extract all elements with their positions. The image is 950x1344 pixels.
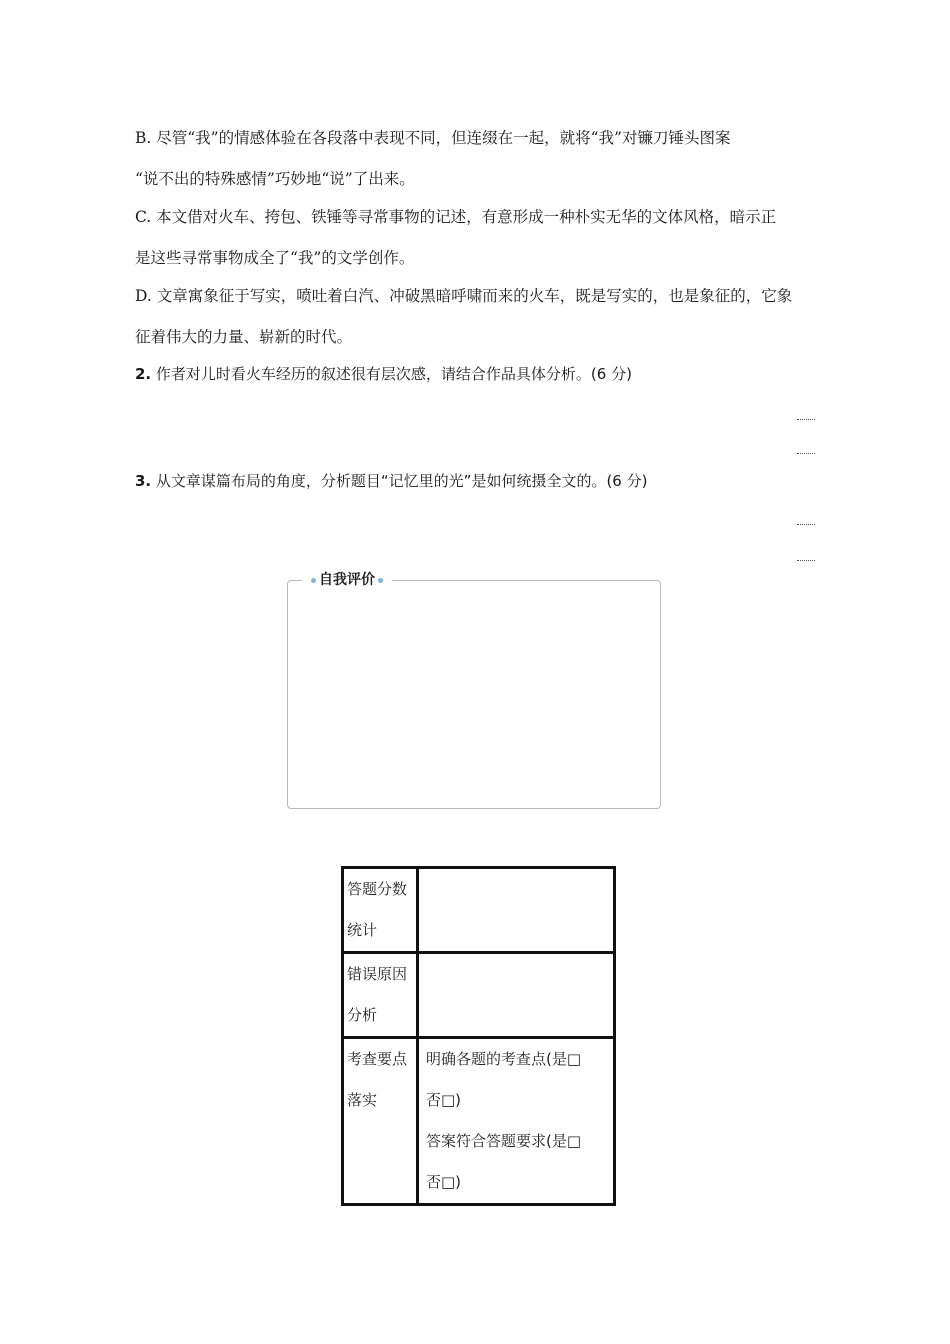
table-row — [343, 868, 615, 953]
answer-line[interactable] — [797, 524, 815, 525]
question-2-number: 2. — [135, 365, 152, 383]
self-evaluation-box[interactable] — [287, 580, 661, 809]
key-point-line[interactable]: 答案符合答题要求(是□ — [426, 1132, 582, 1150]
score-stats-cell[interactable] — [418, 868, 615, 953]
answer-line[interactable] — [797, 453, 815, 454]
row-label-line: 落实 — [347, 1091, 378, 1109]
row-label-line: 答题分数 — [347, 880, 408, 898]
table-row — [343, 953, 615, 1038]
row-label — [343, 1038, 418, 1205]
answer-line[interactable] — [797, 419, 815, 420]
row-label-line: 错误原因 — [347, 965, 408, 983]
option-b-line-2: “说不出的特殊感情”巧妙地“说”了出来。 — [135, 170, 415, 188]
row-label-line: 统计 — [347, 921, 378, 939]
row-label-line: 考查要点 — [347, 1050, 408, 1068]
option-b-line-1: B. 尽管“我”的情感体验在各段落中表现不同，但连缀在一起，就将“我”对镰刀锤头图案 — [135, 129, 731, 147]
key-point-line[interactable]: 否□) — [426, 1091, 462, 1109]
question-3-text: 从文章谋篇布局的角度，分析题目“记忆里的光”是如何统摄全文的。(6 分) — [151, 472, 648, 490]
row-label — [343, 868, 418, 953]
question-3-number: 3. — [135, 472, 152, 490]
question-3 — [135, 471, 647, 491]
bullet-dot-icon — [311, 578, 316, 583]
bullet-dot-icon — [378, 578, 383, 583]
row-label — [343, 953, 418, 1038]
table-row — [343, 1038, 615, 1205]
question-2-text: 作者对儿时看火车经历的叙述很有层次感，请结合作品具体分析。(6 分) — [151, 365, 632, 383]
answer-line[interactable] — [797, 560, 815, 561]
key-point-line[interactable]: 明确各题的考查点(是□ — [426, 1050, 582, 1068]
self-evaluation-label: 自我评价 — [319, 572, 375, 588]
error-analysis-cell[interactable] — [418, 953, 615, 1038]
option-c-line-2: 是这些寻常事物成全了“我”的文学创作。 — [135, 249, 415, 267]
key-points-cell — [418, 1038, 615, 1205]
question-2 — [135, 364, 632, 384]
key-point-line[interactable]: 否□) — [426, 1173, 462, 1191]
self-assessment-table — [341, 866, 616, 1206]
self-evaluation-title — [302, 570, 392, 590]
option-d-line-1: D. 文章寓象征于写实，喷吐着白汽、冲破黑暗呼啸而来的火车，既是写实的，也是象征的，它象 — [135, 287, 793, 305]
option-c-line-1: C. 本文借对火车、挎包、铁锤等寻常事物的记述，有意形成一种朴实无华的文体风格，暗示正 — [135, 208, 777, 226]
row-label-line: 分析 — [347, 1006, 378, 1024]
option-d-line-2: 征着伟大的力量、崭新的时代。 — [135, 328, 353, 346]
